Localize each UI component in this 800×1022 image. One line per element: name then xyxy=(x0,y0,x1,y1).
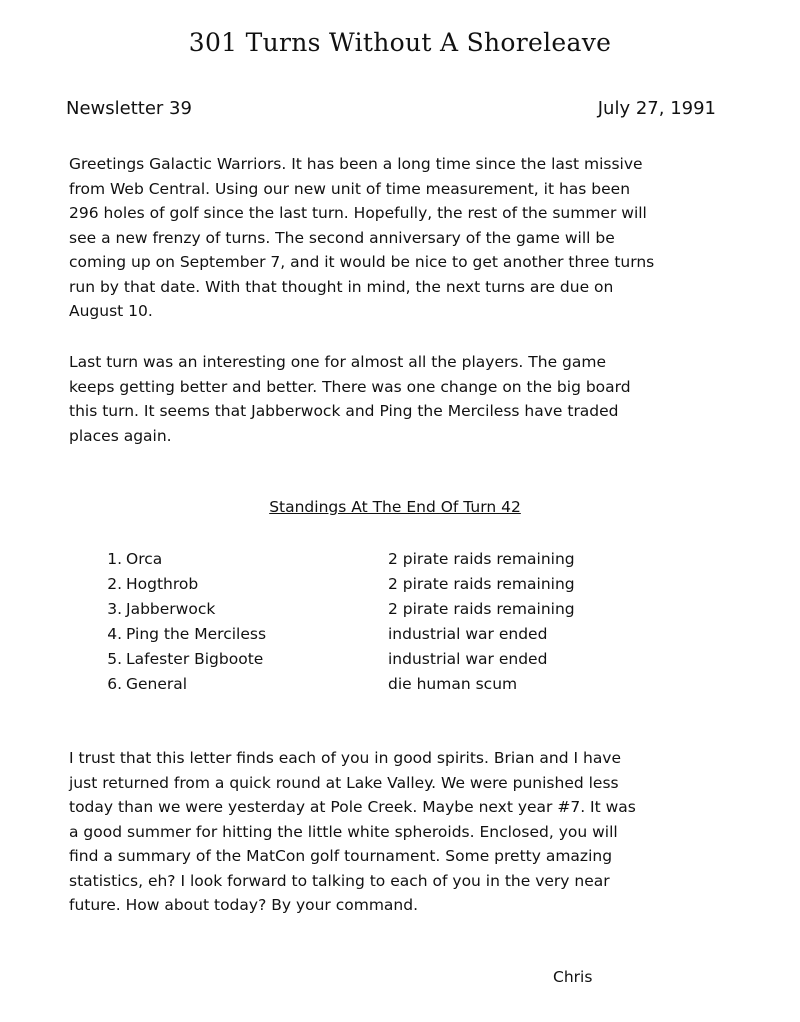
paragraph-closing xyxy=(69,746,729,918)
newsletter-number: Newsletter 39 xyxy=(66,98,192,119)
standings-player: Ping the Merciless xyxy=(126,625,267,643)
standings-player: Jabberwock xyxy=(126,600,216,618)
standings-status: industrial war ended xyxy=(388,650,548,668)
standings-rank: 2. xyxy=(107,575,122,593)
paragraph-last-turn xyxy=(69,350,729,448)
standings-row xyxy=(96,597,656,622)
standings-player: General xyxy=(126,675,188,693)
text-line: 296 holes of golf since the last turn. Hopefully, the rest of the summer will xyxy=(69,204,647,222)
standings-status: 2 pirate raids remaining xyxy=(388,600,575,618)
standings-row xyxy=(96,672,656,697)
text-line: keeps getting better and better. There was one change on the big board xyxy=(69,377,631,396)
text-line: see a new frenzy of turns. The second anniversary of the game will be xyxy=(69,228,615,247)
text-line: from Web Central. Using our new unit of time measurement, it has been xyxy=(69,179,631,198)
text-line: August 10. xyxy=(69,302,153,320)
standings-status: industrial war ended xyxy=(388,625,548,643)
standings-player: Hogthrob xyxy=(126,575,199,593)
text-line: run by that date. With that thought in mind, the next turns are due on xyxy=(69,277,614,296)
standings-list xyxy=(96,547,656,697)
text-line: a good summer for hitting the little white spheroids. Enclosed, you will xyxy=(69,822,618,841)
standings-player: Lafester Bigboote xyxy=(126,650,264,668)
standings-rank: 5. xyxy=(107,650,122,668)
standings-status: 2 pirate raids remaining xyxy=(388,550,575,568)
standings-rank: 4. xyxy=(107,625,122,643)
text-line: coming up on September 7, and it would be nice to get another three turns xyxy=(69,253,655,271)
text-line: today than we were yesterday at Pole Creek. Maybe next year #7. It was xyxy=(69,798,636,816)
standings-status: die human scum xyxy=(388,675,518,693)
text-line: statistics, eh? I look forward to talking to each of you in the very near xyxy=(69,871,610,890)
text-line: places again. xyxy=(69,426,172,445)
standings-rank: 1. xyxy=(107,550,122,568)
standings-row xyxy=(96,572,656,597)
standings-rank: 3. xyxy=(107,600,122,618)
standings-row xyxy=(96,622,656,647)
text-line: this turn. It seems that Jabberwock and Ping the Merciless have traded xyxy=(69,402,619,420)
text-line: just returned from a quick round at Lake Valley. We were punished less xyxy=(69,773,619,792)
text-line: Greetings Galactic Warriors. It has been a long time since the last missive xyxy=(69,155,643,173)
text-line: I trust that this letter finds each of you in good spirits. Brian and I have xyxy=(69,749,622,767)
newsletter-date: July 27, 1991 xyxy=(597,98,716,119)
signature: Chris xyxy=(553,968,593,986)
standings-status: 2 pirate raids remaining xyxy=(388,575,575,593)
text-line: future. How about today? By your command. xyxy=(69,896,419,914)
text-line: Last turn was an interesting one for almost all the players. The game xyxy=(69,353,607,371)
standings-player: Orca xyxy=(126,550,163,568)
text-line: find a summary of the MatCon golf tournament. Some pretty amazing xyxy=(69,847,613,865)
standings-row xyxy=(96,547,656,572)
standings-title: Standings At The End Of Turn 42 xyxy=(269,498,521,516)
page-title: 301 Turns Without A Shoreleave xyxy=(188,28,612,57)
standings-row xyxy=(96,647,656,672)
paragraph-greeting xyxy=(69,152,729,324)
standings-rank: 6. xyxy=(107,675,122,693)
